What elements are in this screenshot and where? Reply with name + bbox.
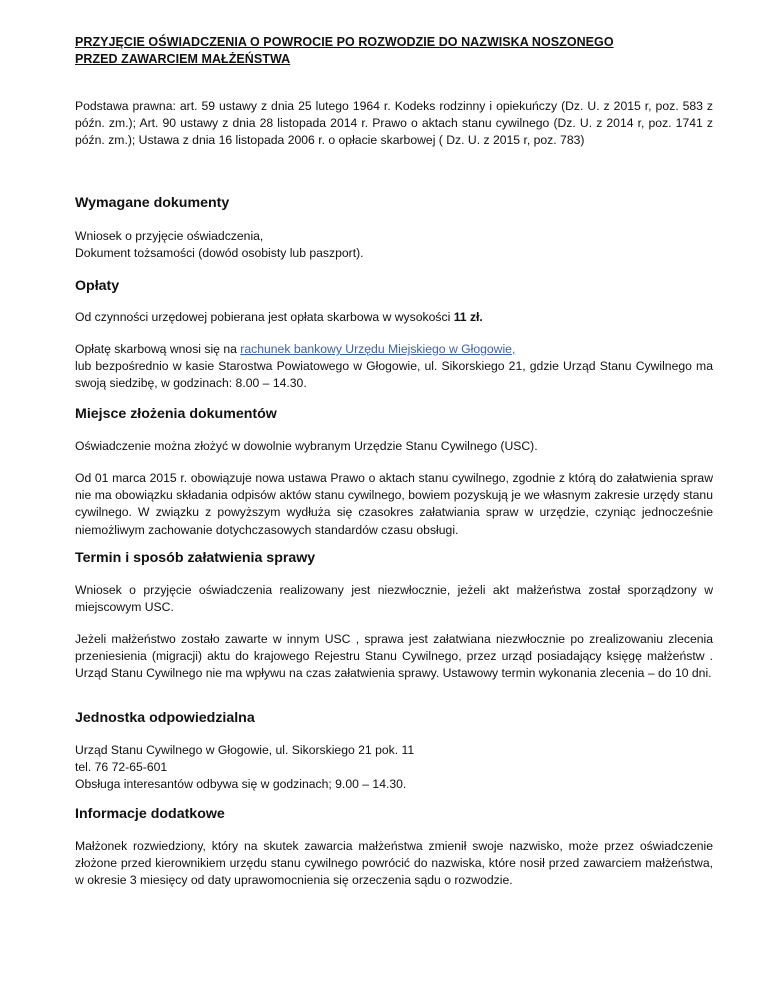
payment-info [75,341,713,393]
responsible-unit-info [75,742,713,794]
additional-info-text [75,838,713,890]
payment-details: lub bezpośrednio w kasie Starostwa Powiatowego w Głogowie, ul. Sikorskiego 21, gdzie Urząd Stanu Cywilnego ma swoją siedzibę, w godzinach: 8.00 – 14.30. [75,359,713,391]
required-documents-list [75,228,713,262]
unit-hours: Obsługa interesantów odbywa się w godzinach; 9.00 – 14.30. [75,777,407,792]
submission-place-p1: Oświadczenie można złożyć w dowolnie wybranym Urzędzie Stanu Cywilnego (USC). [75,439,538,453]
heading-fees: Opłaty [75,278,120,294]
deadline-p1: Wniosek o przyjęcie oświadczenia realizowany jest niezwłocznie, jeżeli akt małżeństwa został sporządzony w miejscowym USC. [75,583,713,615]
bank-account-link[interactable]: rachunek bankowy Urzędu Miejskiego w Głogowie, [240,342,516,356]
submission-place-p2: Od 01 marca 2015 r. obowiązuje nowa ustawa Prawo o aktach stanu cywilnego, zgodnie z którą do załatwienia spraw nie ma obowiązku składania odpisów aktów stanu cywilnego, bowiem pozyskują je we własnym zakresie urzędy stanu cywilnego. W związku z powyższym wydłuża się czasokres załatwiania spraw w urzędzie, czyniąc jednocześnie niemożliwym zachowanie dotychczasowych standardów czasu obsługi. [75,471,713,537]
deadline-text-1 [75,582,713,616]
title-line-1: PRZYJĘCIE OŚWIADCZENIA O POWROCIE PO ROZWODZIE DO NAZWISKA NOSZONEGO [75,35,614,49]
payment-intro: Opłatę skarbową wnosi się na [75,342,241,356]
deadline-p2: Jeżeli małżeństwo zostało zawarte w innym USC , sprawa jest załatwiana niezwłocznie po zrealizowaniu zlecenia przeniesienia (migracji) aktu do krajowego Rejestru Stanu Cywilnego, przez urząd posiadający księgę małżeństw . Urząd Stanu Cywilnego nie ma wpływu na czas załatwienia sprawy. Ustawowy termin wykonania zlecenia – do 10 dni. [75,632,713,681]
heading-submission-place: Miejsce złożenia dokumentów [75,406,277,422]
submission-place-text [75,438,713,455]
heading-additional-info: Informacje dodatkowe [75,806,225,822]
unit-address: Urząd Stanu Cywilnego w Głogowie, ul. Sikorskiego 21 pok. 11 [75,743,415,757]
document-item-1: Wniosek o przyjęcie oświadczenia, [75,229,264,243]
heading-responsible-unit: Jednostka odpowiedzialna [75,710,255,726]
heading-required-documents: Wymagane dokumenty [75,195,230,211]
submission-place-note [75,470,713,539]
page-title [75,34,715,68]
legal-basis-text: Podstawa prawna: art. 59 ustawy z dnia 25 lutego 1964 r. Kodeks rodzinny i opiekuńczy (Dz. U. z 2015 r, poz. 583 z późn. zm.); Art. 90 ustawy z dnia 28 listopada 2014 r. Prawo o aktach stanu cywilnego (Dz. U. z 2014 r, poz. 1741 z późn. zm.); Ustawa z dnia 16 listopada 2006 r. o opłacie skarbowej ( Dz. U. z 2015 r, poz. 783) [75,99,713,148]
unit-phone: tel. 76 72-65-601 [75,760,168,775]
fee-amount: 11 zł. [453,310,483,324]
legal-basis-section [75,98,713,150]
fee-description: Od czynności urzędowej pobierana jest opłata skarbowa w wysokości [75,310,454,324]
fees-text [75,309,713,326]
deadline-text-2 [75,631,713,683]
title-line-2: PRZED ZAWARCIEM MAŁŻEŃSTWA [75,52,291,66]
document-item-2: Dokument tożsamości (dowód osobisty lub paszport). [75,246,364,261]
additional-info-p1: Małżonek rozwiedziony, który na skutek zawarcia małżeństwa zmienił swoje nazwisko, może przez oświadczenie złożone przed kierownikiem urzędu stanu cywilnego powrócić do nazwiska, które nosił przed zawarciem małżeństwa, w okresie 3 miesięcy od daty uprawomocnienia się orzeczenia sądu o rozwodzie. [75,839,713,888]
heading-deadline: Termin i sposób załatwienia sprawy [75,550,316,566]
